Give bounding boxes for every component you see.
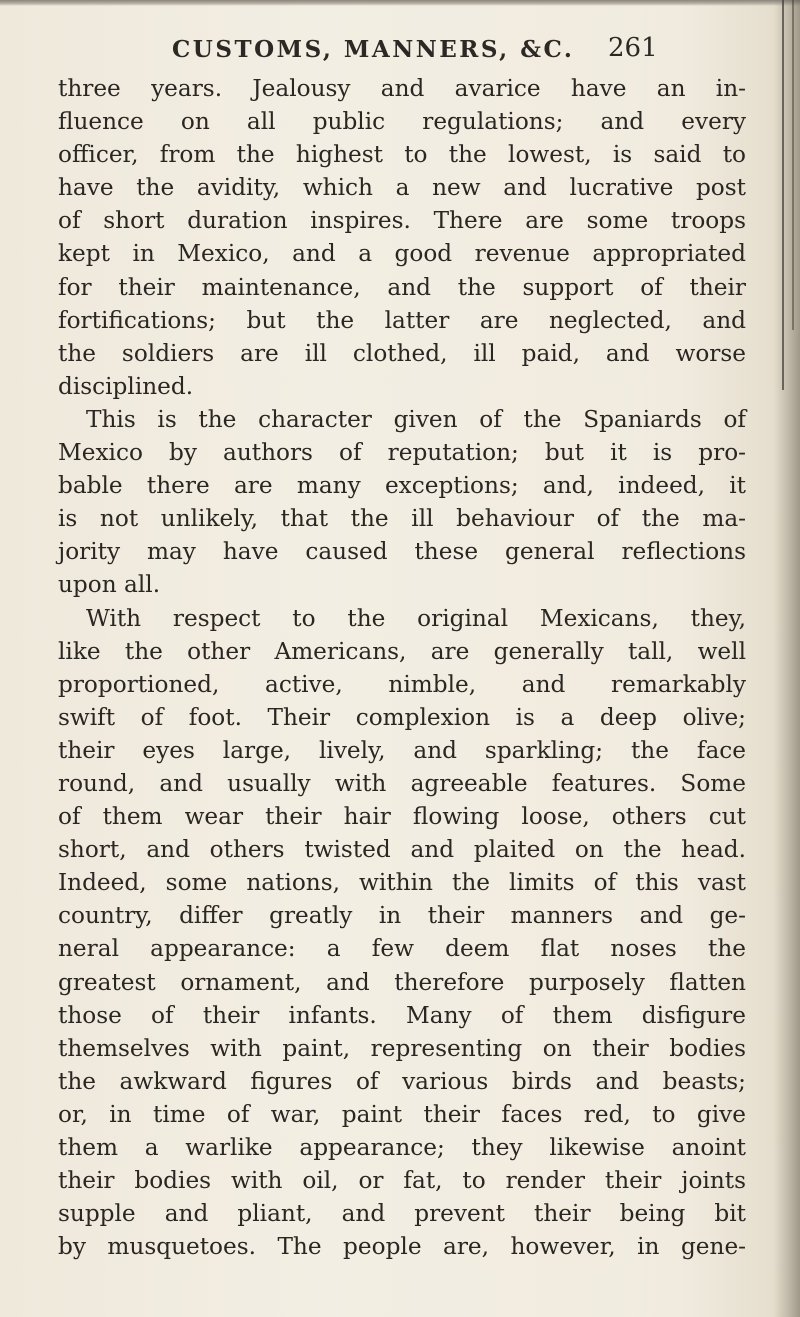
text-line: fortifications; but the latter are neglected, and bbox=[58, 306, 746, 334]
text-line: those of their infants. Many of them disfigure bbox=[58, 1001, 746, 1029]
text-line: neral appearance: a few deem flat noses the bbox=[58, 935, 746, 963]
text-line: jority may have caused these general reflections bbox=[58, 538, 746, 566]
text-line: short, and others twisted and plaited on the head. bbox=[58, 836, 746, 864]
text-line: Indeed, some nations, within the limits of this vast bbox=[58, 869, 746, 897]
text-line: country, differ greatly in their manners and ge- bbox=[58, 902, 746, 930]
text-line: by musquetoes. The people are, however, in gene- bbox=[58, 1233, 746, 1261]
text-line: With respect to the original Mexicans, they, bbox=[86, 604, 746, 632]
text-line: the soldiers are ill clothed, ill paid, and worse bbox=[58, 339, 746, 367]
text-line: round, and usually with agreeable features. Some bbox=[58, 769, 746, 797]
text-line: them a warlike appearance; they likewise anoint bbox=[58, 1134, 746, 1161]
text-line: for their maintenance, and the support of their bbox=[58, 273, 746, 301]
text-line: of short duration inspires. There are some troops bbox=[58, 207, 746, 235]
text-line: is not unlikely, that the ill behaviour of the ma- bbox=[58, 505, 746, 533]
page-top-edge bbox=[0, 0, 800, 6]
text-line: have the avidity, which a new and lucrative post bbox=[58, 174, 746, 202]
text-line: themselves with paint, representing on their bodies bbox=[58, 1034, 746, 1062]
binding-shadow-line bbox=[782, 0, 784, 390]
text-line: fluence on all public regulations; and every bbox=[58, 108, 746, 136]
page-binding-edge bbox=[774, 0, 800, 1317]
text-line: proportioned, active, nimble, and remarkably bbox=[58, 670, 746, 698]
page-header bbox=[172, 33, 662, 70]
text-line: their eyes large, lively, and sparkling; the face bbox=[58, 736, 746, 764]
text-line: Mexico by authors of reputation; but it is pro- bbox=[58, 439, 746, 467]
text-line: greatest ornament, and therefore purposely flatten bbox=[58, 968, 746, 996]
text-line: officer, from the highest to the lowest, is said to bbox=[58, 141, 746, 169]
text-line: disciplined. bbox=[58, 372, 194, 400]
binding-shadow-line bbox=[792, 0, 794, 330]
text-line: their bodies with oil, or fat, to render their joints bbox=[58, 1167, 746, 1195]
running-head: CUSTOMS, MANNERS, &C. bbox=[172, 36, 575, 63]
text-line: bable there are many exceptions; and, indeed, it bbox=[58, 472, 746, 500]
page-number: 261 bbox=[608, 33, 658, 63]
text-line: of them wear their hair flowing loose, others cut bbox=[58, 803, 746, 831]
text-line: This is the character given of the Spaniards of bbox=[86, 405, 746, 433]
text-line: like the other Americans, are generally tall, well bbox=[58, 637, 746, 665]
text-line: kept in Mexico, and a good revenue appropriated bbox=[58, 240, 746, 268]
text-line: or, in time of war, paint their faces red, to give bbox=[58, 1100, 746, 1128]
text-line: the awkward figures of various birds and beasts; bbox=[58, 1067, 746, 1095]
text-line: three years. Jealousy and avarice have an in- bbox=[58, 75, 746, 102]
body-text bbox=[58, 72, 746, 1263]
text-line: upon all. bbox=[58, 571, 161, 599]
text-line: supple and pliant, and prevent their being bit bbox=[58, 1200, 746, 1228]
text-line: swift of foot. Their complexion is a deep olive; bbox=[58, 703, 746, 731]
